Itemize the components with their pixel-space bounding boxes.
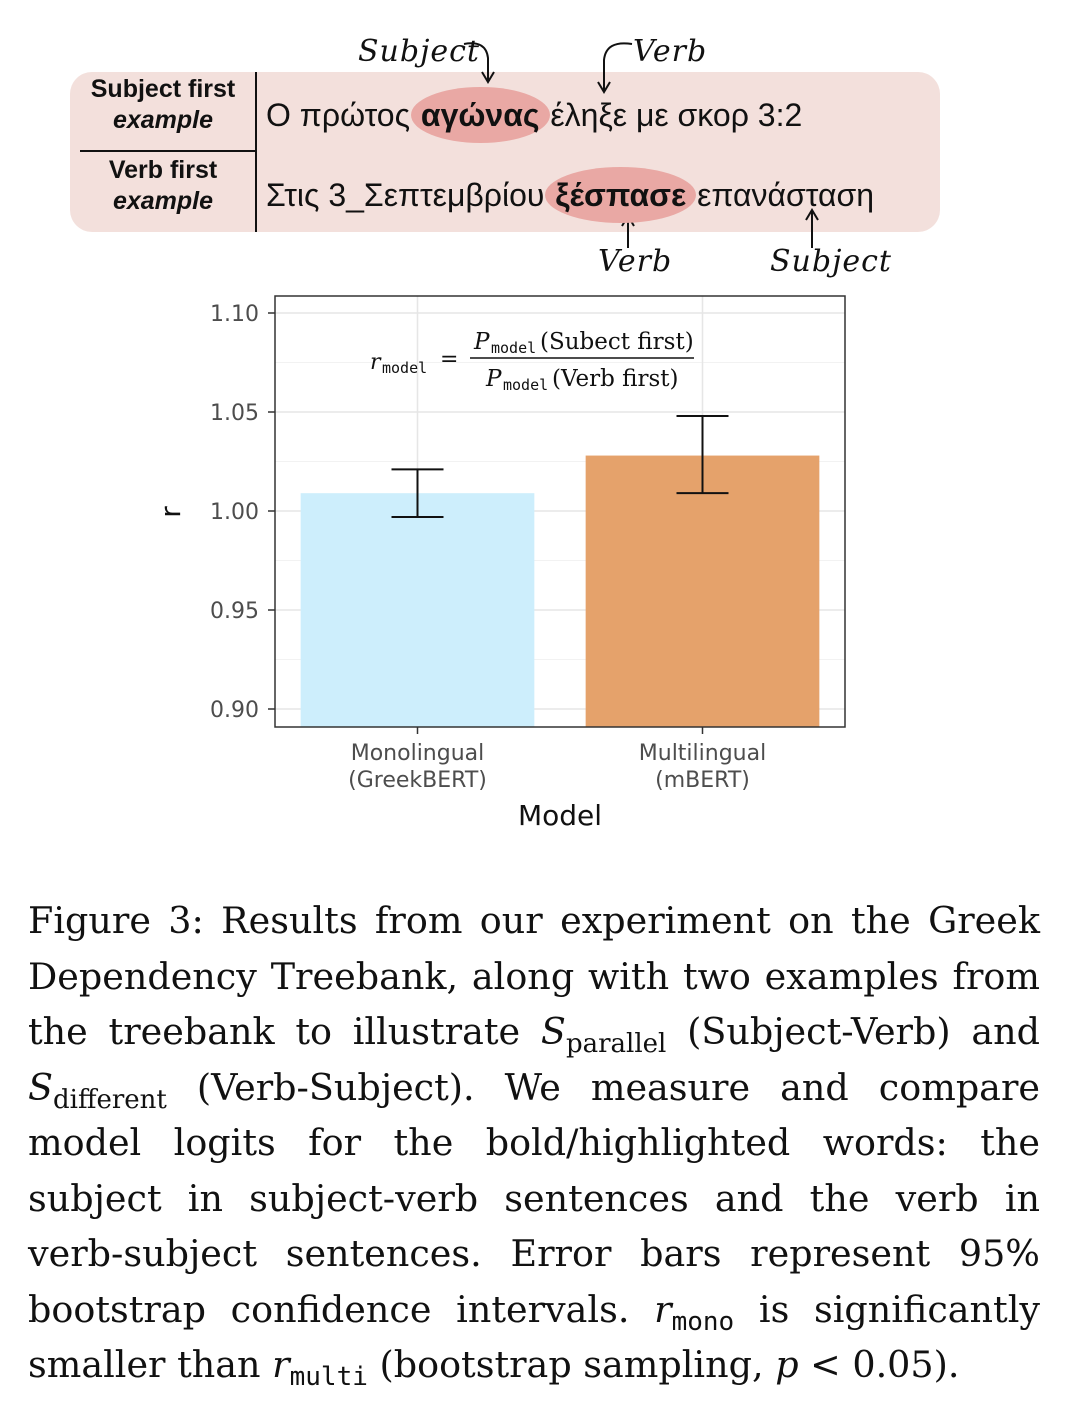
- subject-first-label-line1: Subject first: [90, 75, 236, 103]
- x-tick-label: (mBERT): [655, 768, 750, 793]
- formula-equals: =: [440, 347, 459, 372]
- caption-subscript: multi: [289, 1362, 368, 1392]
- caption-text: is significantly smaller than: [28, 1287, 1040, 1386]
- verb-first-label-line1: Verb first: [108, 156, 218, 184]
- bar-multilingual: [586, 456, 820, 727]
- annotation-bottom-subject: Subject: [770, 244, 892, 279]
- caption-math: r: [272, 1343, 290, 1386]
- y-axis: [210, 302, 275, 723]
- highlighted-subject: αγώνας: [420, 97, 540, 133]
- verb-first-label-line2: example: [112, 187, 214, 215]
- sentence-text: Ο πρώτος: [266, 97, 419, 133]
- formula-lhs-sub: model: [382, 359, 428, 377]
- y-tick-label: 1.00: [210, 500, 259, 525]
- annotation-top-subject: Subject: [358, 34, 480, 69]
- y-axis-title: r: [154, 506, 187, 518]
- formula-numerator-p: P: [474, 329, 490, 355]
- caption-subscript: parallel: [565, 1029, 667, 1059]
- y-tick-label: 1.05: [210, 401, 259, 426]
- y-tick-label: 1.10: [210, 302, 259, 327]
- sentence-text: Στις 3_Σεπτεμβρίου: [266, 177, 554, 213]
- formula-denominator-arg: (Verb first): [552, 366, 679, 392]
- caption-math: r: [654, 1287, 672, 1331]
- subject-first-label-line2: example: [112, 106, 214, 134]
- sentence-text: επανάσταση: [688, 177, 874, 213]
- caption-math: p: [775, 1343, 799, 1386]
- caption-subscript: mono: [671, 1306, 735, 1337]
- x-axis-title: Model: [517, 799, 603, 832]
- figure-caption: [28, 893, 1040, 1393]
- formula-numerator-sub: model: [491, 339, 537, 357]
- y-tick-label: 0.95: [210, 599, 259, 624]
- subject-first-sentence: [266, 95, 802, 135]
- formula-numerator-arg: (Subect first): [540, 329, 694, 355]
- caption-subscript: different: [53, 1084, 167, 1115]
- caption-text: (Verb-Subject). We measure and compare model logits for the bold/highlighted words: the subject in subject-verb sentences and the verb in verb-subject sentences. Error bars represent 95% bootstrap confidence intervals.: [28, 1065, 1040, 1331]
- annotation-bottom-verb: Verb: [598, 244, 673, 279]
- annotation-top-verb: Verb: [633, 34, 708, 69]
- caption-text: (Subject-Verb) and: [666, 1010, 1040, 1053]
- highlighted-verb: ξέσπασε: [555, 177, 687, 213]
- formula-lhs: r: [370, 350, 381, 375]
- x-tick-label: Multilingual: [638, 741, 767, 766]
- verb-first-sentence: [266, 175, 874, 215]
- x-tick-label: (GreekBERT): [348, 768, 487, 793]
- caption-math: S: [540, 1010, 566, 1053]
- sentence-text: έληξε με σκορ 3:2: [541, 97, 803, 133]
- formula-denominator-sub: model: [503, 376, 549, 394]
- caption-text: < 0.05).: [798, 1343, 960, 1386]
- x-axis: [348, 727, 766, 793]
- y-tick-label: 0.90: [210, 698, 259, 723]
- caption-text: (bootstrap sampling,: [367, 1343, 776, 1386]
- caption-math: S: [28, 1065, 54, 1109]
- bar-monolingual: [301, 493, 535, 727]
- x-tick-label: Monolingual: [350, 741, 485, 766]
- formula-denominator-p: P: [486, 366, 502, 392]
- caption-text: Figure 3: Results from our experiment on the Greek Dependency Treebank, along with two examples from the treebank to illustrate: [28, 899, 1040, 1053]
